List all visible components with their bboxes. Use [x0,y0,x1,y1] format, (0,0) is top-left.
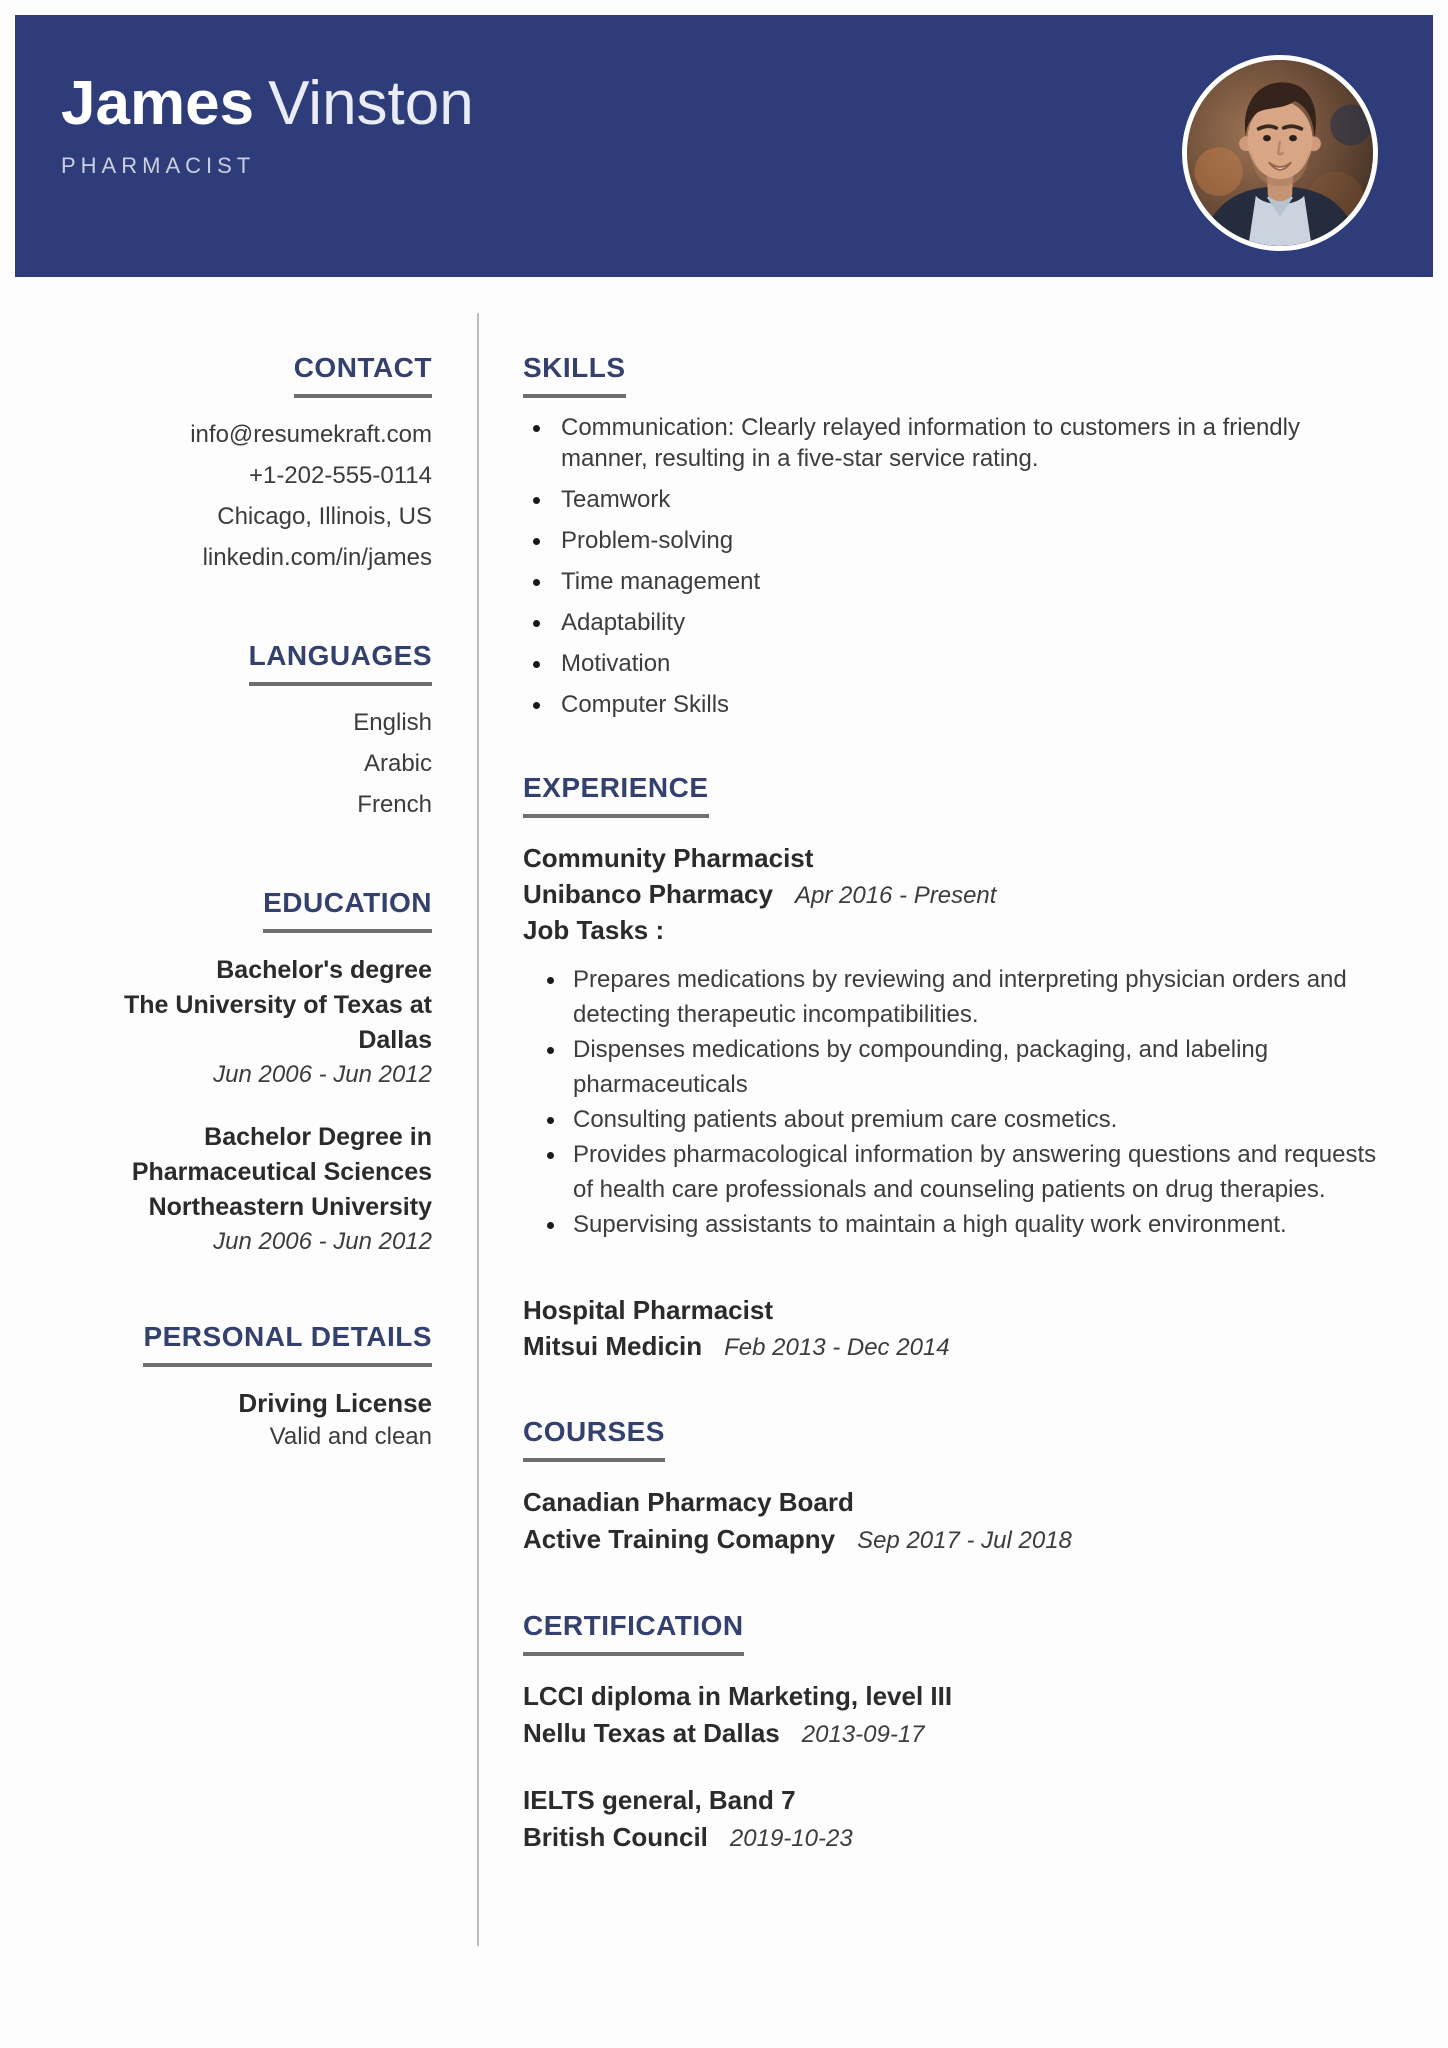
education-degree: Bachelor's degree [216,956,432,984]
education-section [60,887,432,1259]
job-company: Unibanco Pharmacy [523,879,773,909]
name-block [61,71,474,179]
contact-heading: CONTACT [294,352,432,398]
personal-detail-title: Driving License [238,1388,432,1418]
course-org-line [523,1521,1381,1558]
certification-entry [523,1678,1381,1752]
contact-phone: +1-202-555-0114 [248,462,432,489]
skill-item: • Adaptability [553,607,1381,638]
education-dates: Jun 2006 - Jun 2012 [213,1061,432,1088]
skill-item: • Problem-solving [553,525,1381,556]
skill-item: • Time management [553,566,1381,597]
education-heading: EDUCATION [263,887,432,933]
languages-heading: LANGUAGES [249,640,432,686]
certification-dates: 2019-10-23 [729,1825,853,1852]
main-column [523,352,1381,1908]
job-dates: Apr 2016 - Present [794,882,997,909]
personal-detail-value: Valid and clean [269,1423,432,1450]
column-divider [477,313,479,1946]
skill-item: • Motivation [553,648,1381,679]
spacer [523,1242,1381,1270]
skills-heading: SKILLS [523,352,626,398]
skills-list [523,412,1381,720]
full-name [61,71,474,137]
job-title: Hospital Pharmacist [523,1295,773,1325]
contact-location: Chicago, Illinois, US [217,503,432,530]
certification-org-line [523,1819,1381,1856]
certification-org-line [523,1715,1381,1752]
education-dates: Jun 2006 - Jun 2012 [213,1228,432,1255]
skill-item: • Computer Skills [553,689,1381,720]
education-entry [60,1120,432,1259]
experience-job [523,1292,1381,1364]
task-item: • Dispenses medications by compounding, packaging, and labeling pharmaceuticals [567,1032,1381,1102]
experience-section [523,772,1381,1364]
personal-details-section [60,1321,432,1453]
certification-name: LCCI diploma in Marketing, level III [523,1681,953,1711]
language-item: French [357,791,432,818]
first-name: James [61,69,255,138]
certification-section [523,1610,1381,1856]
certification-name: IELTS general, Band 7 [523,1785,796,1815]
contact-list [60,414,432,578]
job-title: Community Pharmacist [523,843,814,873]
task-item: • Supervising assistants to maintain a high quality work environment. [567,1207,1381,1242]
skill-item: • Communication: Clearly relayed information to customers in a friendly manner, resulting in a five-star service rating. [553,412,1381,474]
task-item: • Provides pharmacological information by answering questions and requests of health care professionals and counseling patients on drug therapies. [567,1137,1381,1207]
languages-section [60,640,432,825]
task-item: • Consulting patients about premium care cosmetics. [567,1102,1381,1137]
avatar-illustration [1187,60,1373,246]
language-item: English [353,709,432,736]
contact-email: info@resumekraft.com [190,421,432,448]
task-item: • Prepares medications by reviewing and interpreting physician orders and detecting therapeutic incompatibilities. [567,962,1381,1032]
course-name: Canadian Pharmacy Board [523,1487,854,1517]
certification-dates: 2013-09-17 [801,1721,925,1748]
skills-section [523,352,1381,720]
profile-photo [1182,55,1378,251]
language-item: Arabic [363,750,432,777]
course-org: Active Training Comapny [523,1524,836,1554]
education-entry [60,953,432,1092]
certification-org: British Council [523,1822,708,1852]
sidebar [60,352,432,1515]
contact-linkedin: linkedin.com/in/james [202,544,432,571]
profession-subtitle: PHARMACIST [61,153,256,178]
contact-section [60,352,432,578]
course-entry [523,1484,1381,1558]
job-dates: Feb 2013 - Dec 2014 [724,1334,950,1361]
last-name: Vinston [268,69,474,138]
courses-section [523,1416,1381,1558]
skill-item: • Teamwork [553,484,1381,515]
education-school: Northeastern University [148,1193,432,1221]
languages-list [60,702,432,825]
job-company-line [523,876,1381,912]
education-degree: Bachelor Degree in Pharmaceutical Sciences [131,1123,432,1186]
experience-job [523,840,1381,1242]
experience-heading: EXPERIENCE [523,772,709,818]
header-band [15,15,1433,277]
certification-org: Nellu Texas at Dallas [523,1718,780,1748]
certification-heading: CERTIFICATION [523,1610,744,1656]
certification-entry [523,1782,1381,1856]
education-school: The University of Texas at Dallas [124,991,432,1054]
job-tasks-list [523,962,1381,1242]
personal-details-heading: PERSONAL DETAILS [143,1321,432,1367]
course-dates: Sep 2017 - Jul 2018 [857,1527,1072,1554]
job-company: Mitsui Medicin [523,1331,703,1361]
job-tasks-label: Job Tasks : [523,915,665,945]
job-company-line [523,1328,1381,1364]
courses-heading: COURSES [523,1416,665,1462]
